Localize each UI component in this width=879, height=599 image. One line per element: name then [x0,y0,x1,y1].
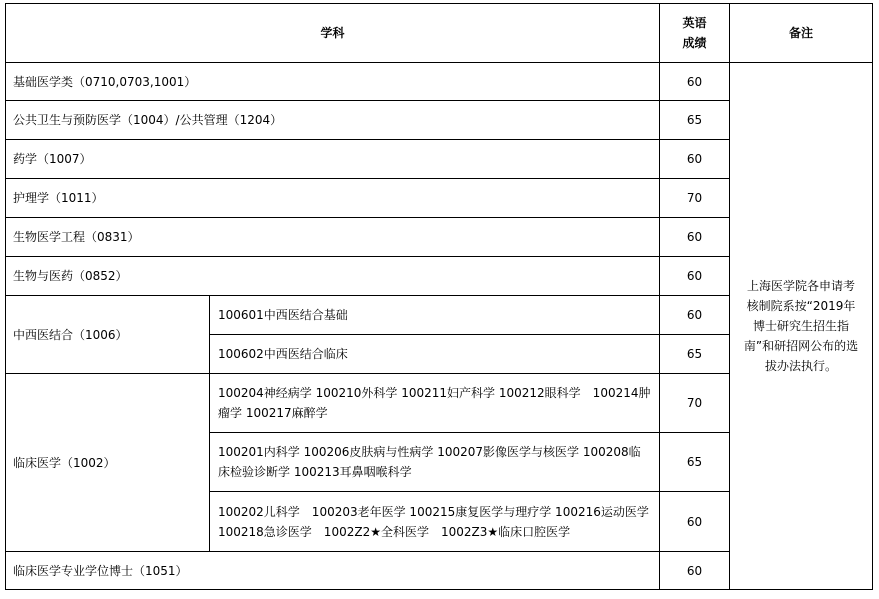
subject-cell: 100602中西医结合临床 [210,335,660,374]
header-subject: 学科 [6,4,660,63]
header-note: 备注 [730,4,873,63]
english-score-table [5,3,873,590]
subject-cell: 100201内科学 100206皮肤病与性病学 100207影像医学与核医学 100208临床检验诊断学 100213耳鼻咽喉科学 [210,433,660,492]
group-cell-zhongxi: 中西医结合（1006） [6,296,210,374]
subject-cell: 公共卫生与预防医学（1004）/公共管理（1204） [6,101,660,140]
subject-cell: 100601中西医结合基础 [210,296,660,335]
subject-cell: 临床医学专业学位博士（1051） [6,552,660,590]
header-english-line1: 英语 [682,16,707,30]
score-cell: 60 [660,63,730,101]
score-cell: 65 [660,335,730,374]
table-header-row [6,4,873,63]
score-cell: 65 [660,433,730,492]
score-cell: 60 [660,296,730,335]
subject-cell: 基础医学类（0710,0703,1001） [6,63,660,101]
note-cell: 上海医学院各申请考核制院系按“2019年博士研究生招生指南”和研招网公布的选拔办法执行。 [730,63,873,590]
score-cell: 70 [660,179,730,218]
score-cell: 60 [660,492,730,552]
subject-cell: 生物医学工程（0831） [6,218,660,257]
score-cell: 70 [660,374,730,433]
group-cell-linchuang: 临床医学（1002） [6,374,210,552]
score-cell: 65 [660,101,730,140]
subject-cell: 生物与医药（0852） [6,257,660,296]
subject-cell: 100202儿科学 100203老年医学 100215康复医学与理疗学 100216运动医学 100218急诊医学 1002Z2★全科医学 1002Z3★临床口腔医学 [210,492,660,552]
subject-cell: 100204神经病学 100210外科学 100211妇产科学 100212眼科学 100214肿瘤学 100217麻醉学 [210,374,660,433]
subject-cell: 护理学（1011） [6,179,660,218]
score-cell: 60 [660,257,730,296]
header-english-line2: 成绩 [682,36,707,50]
score-cell: 60 [660,218,730,257]
subject-cell: 药学（1007） [6,140,660,179]
score-cell: 60 [660,140,730,179]
score-cell: 60 [660,552,730,590]
header-english-score [660,4,730,63]
table-row [6,63,873,101]
score-table-container [5,3,873,590]
